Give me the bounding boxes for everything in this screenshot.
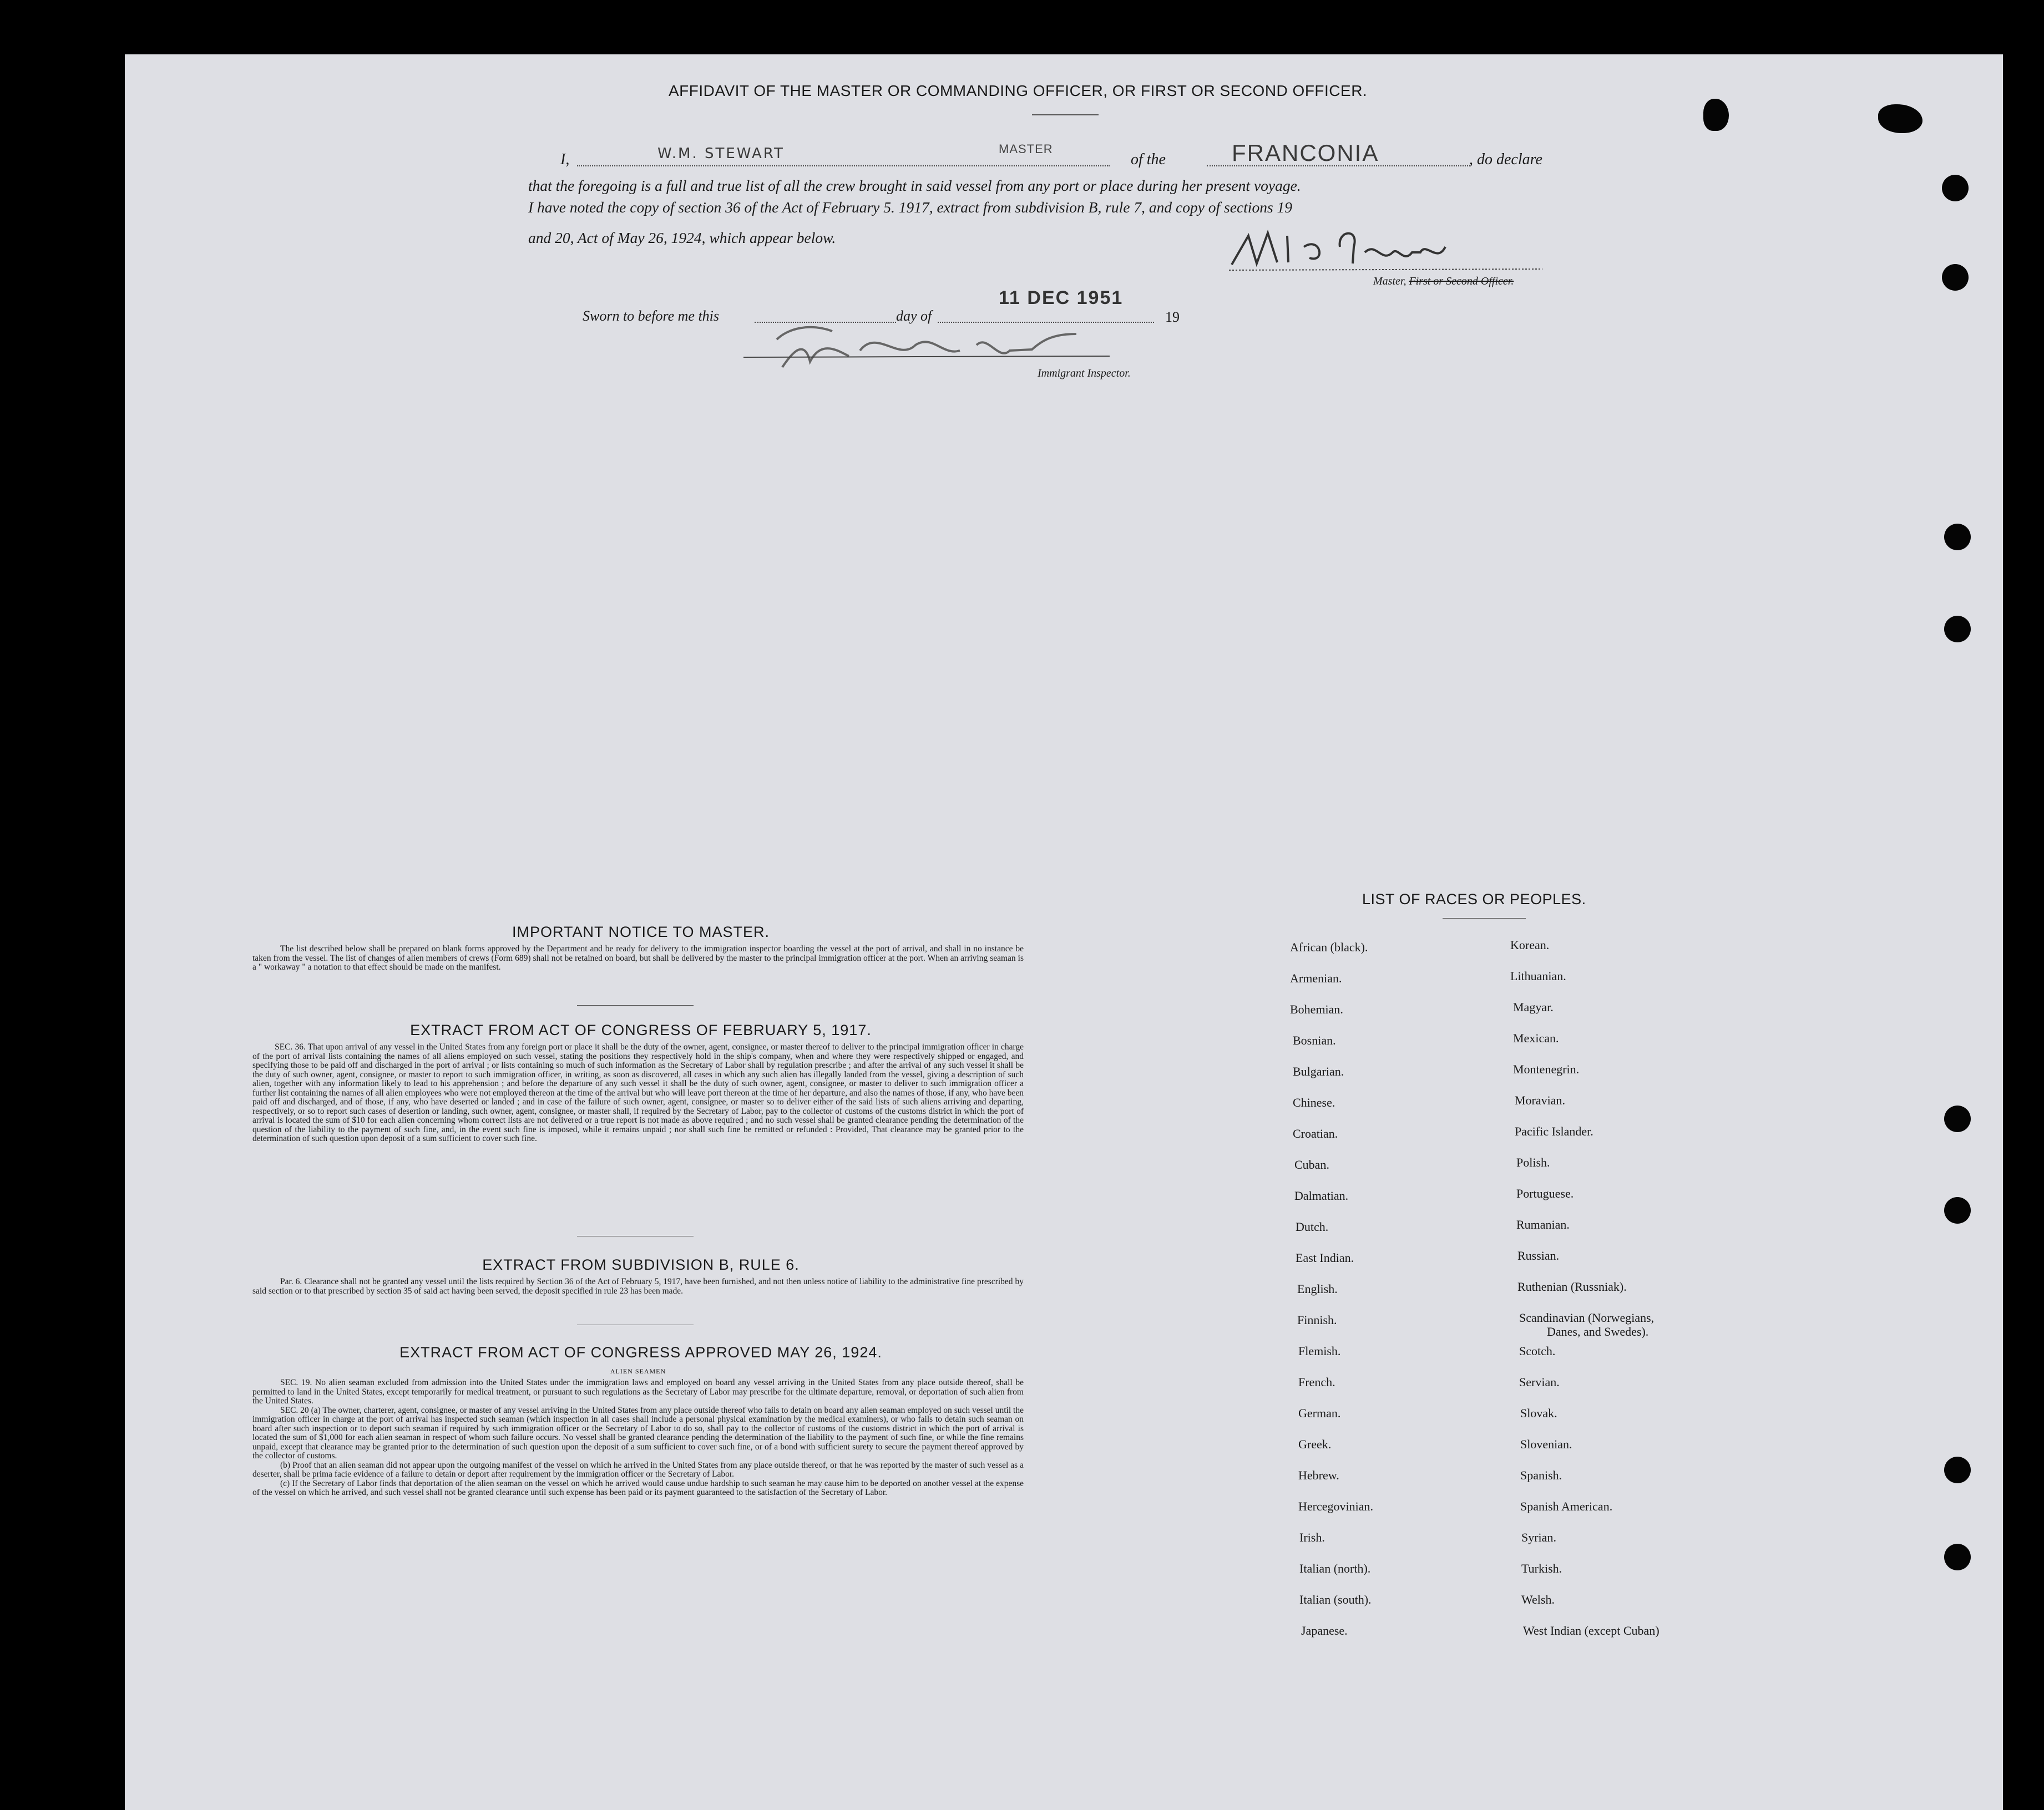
race-right: Lithuanian. (1510, 969, 1566, 983)
race-right-continued: Danes, and Swedes). (1547, 1325, 1649, 1339)
day-of-label: day of (896, 308, 932, 324)
race-right: Russian. (1517, 1249, 1560, 1263)
punch-hole (1944, 524, 1971, 550)
race-left: Finnish. (1297, 1313, 1337, 1327)
sworn-text: Sworn to before me this (583, 308, 720, 324)
sec-20c-text: (c) If the Secretary of Labor finds that deportation of the alien seaman on the vessel on which he arrived would cause undue hardship to such seaman he may cause him to be deported on another vessel at the expense of the vessel on which he arrived, and such vessel shall not be granted clearance until such expense has been paid or its payment guaranteed to the satisfaction of the Secretary of Labor. (252, 1478, 1024, 1497)
officer-label-struck: First or Second Officer. (1409, 275, 1514, 287)
rank-stamp: MASTER (999, 142, 1053, 156)
race-right: Turkish. (1521, 1561, 1562, 1575)
extract-1917-heading: EXTRACT FROM ACT OF CONGRESS OF FEBRUARY 5, 1917. (410, 1022, 872, 1038)
punch-hole (1944, 616, 1971, 642)
race-left: English. (1297, 1282, 1338, 1296)
race-right: Polish. (1516, 1155, 1550, 1169)
rule-6-text: Par. 6. Clearance shall not be granted any vessel until the lists required by Section 36 of the Act of February 5, 1917, have been furnished, and not then unless notice of liability to the administrative fine prescribed by said section or to that prescribed by section 35 of said act having been served, the deposit specified in rule 23 has been made. (252, 1277, 1024, 1296)
punch-hole (1942, 264, 1969, 291)
race-left: Italian (north). (1299, 1561, 1371, 1575)
extract-1917-text: SEC. 36. That upon arrival of any vessel in the United States from any foreign port or place it shall be the duty of the owner, agent, consignee, or master thereof to deliver to the principal immigration officer in charge of the port of arrival lists containing the names of all aliens employed on such vessel, stating the positions they respectively hold in the ship's company, when and where they were respectively shipped or engaged, and specifying those to be paid off and discharged in the port of arrival ; or lists containing so much of such information as the Secretary of Labor shall by regulation prescribe ; and after the arrival of any such vessel it shall be the duty of such owner, agent, consignee, or master to report to such immigration officer, in writing, as soon as discovered, all cases in which any such alien has illegally landed from the vessel, giving a description of such alien, together with any information likely to lead to his apprehension ; and before the departure of any such vessel it shall be the duty of such owner, agent, consignee, or master to deliver to such immigration officer a further list containing the names of all alien employees who were not employed thereon at the time of the arrival but who will leave port thereon at the time of her departure, and also the names of those, if any, who have been paid off and discharged, and of those, if any, who have deserted or landed ; and in case of the failure of such owner, agent, consignee, or master so to deliver either of the said lists of such aliens arriving and departing, respectively, or so to report such cases of desertion or landing, such owner, agent, consignee, or master shall, if required by the Secretary of Labor, pay to the collector of customs of the customs district in which the port of arrival is located the sum of $10 for each alien concerning whom correct lists are not delivered or a true report is not made as above required ; and no such vessel shall be granted clearance pending the determination of the question of the liability to the payment of such fine, and, in the event such fine is imposed, while it remains unpaid ; nor shall such fine be remitted or refunded : Provided, That clearance may be granted prior to the determination of such question upon deposit of a sum sufficient to cover such fine. (252, 1042, 1024, 1143)
race-left: Dalmatian. (1294, 1189, 1349, 1203)
race-right: Montenegrin. (1513, 1062, 1580, 1076)
ink-blot (1703, 99, 1729, 131)
punch-hole (1944, 1106, 1971, 1132)
notice-text: The list described below shall be prepared on blank forms approved by the Department and be ready for delivery to the immigration inspector boarding the vessel at the port of arrival, and shall in no instance be taken from the vessel. The list of changes of alien members of crews (Form 689) shall not be retained on board, but shall be delivered by the master to the principal immigration officer at the port. When an arriving seaman is a " workaway " a notation to that effect should be made on the manifest. (252, 944, 1024, 972)
race-right: Syrian. (1521, 1530, 1556, 1544)
race-left: Greek. (1298, 1437, 1332, 1451)
race-right: Korean. (1510, 938, 1550, 952)
affidavit-prefix: I, (560, 151, 570, 168)
race-right: Mexican. (1513, 1031, 1559, 1045)
race-left: Flemish. (1298, 1344, 1341, 1358)
alien-seamen-subheading: ALIEN SEAMEN (610, 1367, 666, 1375)
race-right: Rumanian. (1516, 1218, 1570, 1231)
affidavit-title: AFFIDAVIT OF THE MASTER OR COMMANDING OFFICER, OR FIRST OR SECOND OFFICER. (669, 82, 1368, 99)
race-left: French. (1298, 1375, 1335, 1389)
race-right: Portuguese. (1516, 1187, 1574, 1200)
name-line (577, 165, 1110, 166)
affidavit-line3: I have noted the copy of section 36 of the Act of February 5. 1917, extract from subdivision B, rule 7, and copy of sections 19 (528, 199, 1293, 216)
race-left: Bosnian. (1293, 1033, 1336, 1047)
race-left: Japanese. (1301, 1624, 1348, 1637)
divider (577, 1005, 694, 1006)
rule-6-heading: EXTRACT FROM SUBDIVISION B, RULE 6. (482, 1256, 800, 1273)
race-left: German. (1298, 1406, 1341, 1420)
race-right: Ruthenian (Russniak). (1517, 1280, 1627, 1294)
master-label: Master, (1373, 275, 1406, 287)
race-right: West Indian (except Cuban) (1523, 1624, 1660, 1637)
punch-hole (1944, 1457, 1971, 1483)
race-left: Italian (south). (1299, 1593, 1372, 1606)
race-right: Slovak. (1520, 1406, 1557, 1420)
divider (1032, 114, 1099, 115)
race-left: Armenian. (1290, 971, 1342, 985)
master-name: W.M. STEWART (657, 145, 785, 162)
race-left: Bohemian. (1290, 1002, 1343, 1016)
sec-20a-text: SEC. 20 (a) The owner, charterer, agent, consignee, or master of any vessel arriving in the United States from any place outside thereof who fails to detain on board any alien seaman employed on such vessel until the immigration officer in charge at the port of arrival has inspected such seaman (which inspection in all cases shall include a personal physical examination by the medical examiners), or who fails to detain such seaman on board after such inspection or to deport such seaman if required by such immigration officer or the Secretary of Labor to do so, shall pay to the collector of customs of the customs district in which the port of arrival is located the sum of $1,000 for each alien seaman in respect of whom such failure occurs. No vessel shall be granted clearance pending the determination of the liability to the payment of such fine, or while the fine remains unpaid, except that clearance may be granted prior to the determination of such question upon the deposit of a sum sufficient to cover such fine, or of a bond with sufficient surety to secure the payment thereof approved by the collector of customs. (252, 1405, 1024, 1461)
race-left: Bulgarian. (1293, 1064, 1344, 1078)
race-left: Irish. (1299, 1530, 1325, 1544)
punch-hole (1944, 1197, 1971, 1224)
race-left: Dutch. (1296, 1220, 1329, 1234)
race-right: Servian. (1519, 1375, 1560, 1389)
race-right: Welsh. (1521, 1593, 1555, 1606)
do-declare: , do declare (1469, 151, 1542, 168)
extract-1924-heading: EXTRACT FROM ACT OF CONGRESS APPROVED MAY 26, 1924. (399, 1344, 882, 1361)
race-left: Chinese. (1293, 1096, 1335, 1109)
year-suffix: 19 (1165, 309, 1180, 325)
extract-1924-block (252, 1378, 1024, 1498)
punch-hole (1942, 175, 1969, 201)
race-left: Cuban. (1294, 1158, 1329, 1172)
race-right: Scotch. (1519, 1344, 1556, 1358)
sec-19-text: SEC. 19. No alien seaman excluded from admission into the United States under the immigration laws and employed on board any vessel arriving in the United States from any place outside thereof, shall be permitted to land in the United States, except temporarily for medical treatment, or pursuant to such regulations as the Secretary of Labor may prescribe for the ultimate departure, removal, or deportation of such alien from the United States. (252, 1378, 1024, 1406)
race-right: Slovenian. (1520, 1437, 1572, 1451)
races-heading: LIST OF RACES OR PEOPLES. (1362, 891, 1586, 907)
race-right: Spanish. (1520, 1468, 1562, 1482)
vessel-name: FRANCONIA (1232, 140, 1379, 166)
punch-hole (1944, 1544, 1971, 1570)
sworn-date-stamp: 11 DEC 1951 (999, 287, 1124, 308)
extract-1917-block (252, 1043, 1024, 1144)
affidavit-line2: that the foregoing is a full and true list of all the crew brought in said vessel from any port or place during her present voyage. (528, 177, 1301, 194)
race-left: Hercegovinian. (1298, 1499, 1373, 1513)
inspector-label: Immigrant Inspector. (1038, 367, 1131, 379)
notice-heading: IMPORTANT NOTICE TO MASTER. (512, 924, 770, 940)
of-the-label: of the (1131, 151, 1166, 168)
race-left: Hebrew. (1298, 1468, 1339, 1482)
race-right: Magyar. (1513, 1000, 1554, 1014)
race-left: Croatian. (1293, 1127, 1338, 1140)
sec-20b-text: (b) Proof that an alien seaman did not appear upon the outgoing manifest of the vessel on which he arrived in the United States from any place outside thereof, or that he was reported by the master of such vessel as a deserter, shall be prima facie evidence of a failure to detain or deport after requirement by the immigration officer or the Secretary of Labor. (252, 1460, 1024, 1479)
race-right: Moravian. (1515, 1093, 1566, 1107)
race-right: Scandinavian (Norwegians, (1519, 1311, 1655, 1325)
rule-6-block (252, 1277, 1024, 1296)
race-right: Pacific Islander. (1515, 1124, 1593, 1138)
race-left: African (black). (1290, 940, 1368, 954)
divider (1443, 918, 1526, 919)
affidavit-line4: and 20, Act of May 26, 1924, which appear below. (528, 229, 836, 246)
signature-label (1373, 275, 1514, 288)
master-signature (1226, 225, 1559, 275)
notice-text-block (252, 945, 1024, 972)
race-right: Spanish American. (1520, 1499, 1613, 1513)
race-left: East Indian. (1296, 1251, 1354, 1265)
